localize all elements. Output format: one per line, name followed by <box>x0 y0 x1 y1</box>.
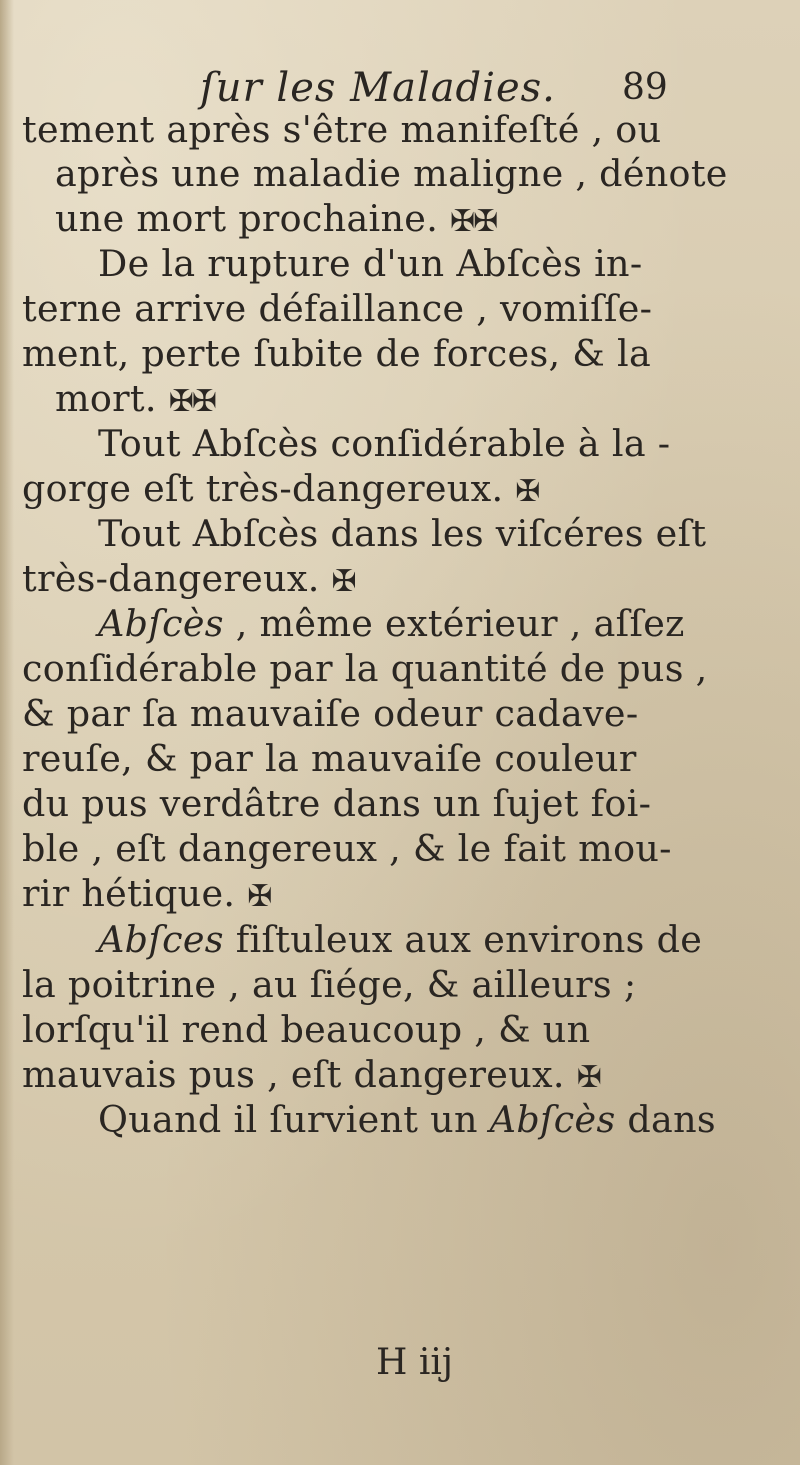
text-span: Abſcès <box>489 1098 616 1141</box>
text-span: rir hétique. <box>22 872 248 915</box>
text-span: ble , eſt dangereux , & le fait mou- <box>22 827 672 870</box>
text-span: la poitrine , au ſiége, & ailleurs ; <box>22 963 637 1006</box>
text-span: Abſcès <box>98 602 224 645</box>
cross-mark-icon: ✠✠ <box>168 384 215 419</box>
text-span: une mort prochaine. <box>55 197 451 240</box>
text-line <box>22 781 651 827</box>
text-line <box>22 1007 590 1053</box>
text-span: Tout Abſcès conſidérable à la - <box>98 422 671 465</box>
text-line <box>22 962 636 1008</box>
text-span: fiſtuleux aux environs de <box>223 918 703 961</box>
text-line <box>22 871 270 920</box>
text-line <box>98 421 670 467</box>
cross-mark-icon: ✠ <box>515 474 539 509</box>
text-line <box>22 556 355 605</box>
text-line <box>22 646 708 692</box>
text-span: reuſe, & par la mauvaiſe couleur <box>22 737 637 780</box>
text-line <box>98 1097 716 1143</box>
page-edge-shadow <box>0 0 14 1465</box>
text-line <box>98 917 702 963</box>
text-span: Tout Abſcès dans les viſcéres eſt <box>98 512 707 555</box>
text-span: , même extérieur , aſſez <box>223 602 685 645</box>
text-span: très-dangereux. <box>22 557 332 600</box>
text-line <box>22 1052 600 1101</box>
cross-mark-icon: ✠ <box>576 1060 600 1095</box>
text-line <box>22 107 661 153</box>
text-span: De la rupture d'un Abſcès in- <box>98 242 643 285</box>
text-span: mort. <box>55 377 169 420</box>
text-line <box>98 511 706 557</box>
text-line <box>22 331 651 377</box>
text-span: lorſqu'il rend beaucoup , & un <box>22 1008 591 1051</box>
text-span: mauvais pus , eſt dangereux. <box>22 1053 577 1096</box>
text-line <box>22 466 538 515</box>
signature-mark: H iij <box>376 1342 454 1383</box>
text-span: après une maladie maligne , dénote <box>55 152 728 195</box>
text-line <box>55 151 728 197</box>
text-line <box>98 241 643 287</box>
text-span: ment, perte ſubite de forces, & la <box>22 332 652 375</box>
text-span: & par ſa mauvaiſe odeur cadave- <box>22 692 639 735</box>
text-span: dans <box>615 1098 716 1141</box>
text-line <box>22 736 637 782</box>
cross-mark-icon: ✠ <box>247 879 271 914</box>
text-span: tement après s'être manifeſté , ou <box>22 108 662 151</box>
text-line <box>22 826 672 872</box>
text-line <box>22 286 652 332</box>
text-line <box>55 196 496 245</box>
cross-mark-icon: ✠✠ <box>450 204 497 239</box>
text-line <box>55 376 215 425</box>
text-span: du pus verdâtre dans un ſujet foi- <box>22 782 652 825</box>
text-span: Abſces <box>98 918 224 961</box>
running-head: ſur les Maladies. <box>200 65 556 111</box>
text-line <box>98 601 685 647</box>
cross-mark-icon: ✠ <box>331 564 355 599</box>
text-span: conſidérable par la quantité de pus , <box>22 647 708 690</box>
text-line <box>22 691 638 737</box>
text-span: Quand il ſurvient un <box>98 1098 490 1141</box>
page-number: 89 <box>622 67 668 108</box>
text-span: gorge eſt très-dangereux. <box>22 467 516 510</box>
text-span: terne arrive défaillance , vomiſſe- <box>22 287 653 330</box>
